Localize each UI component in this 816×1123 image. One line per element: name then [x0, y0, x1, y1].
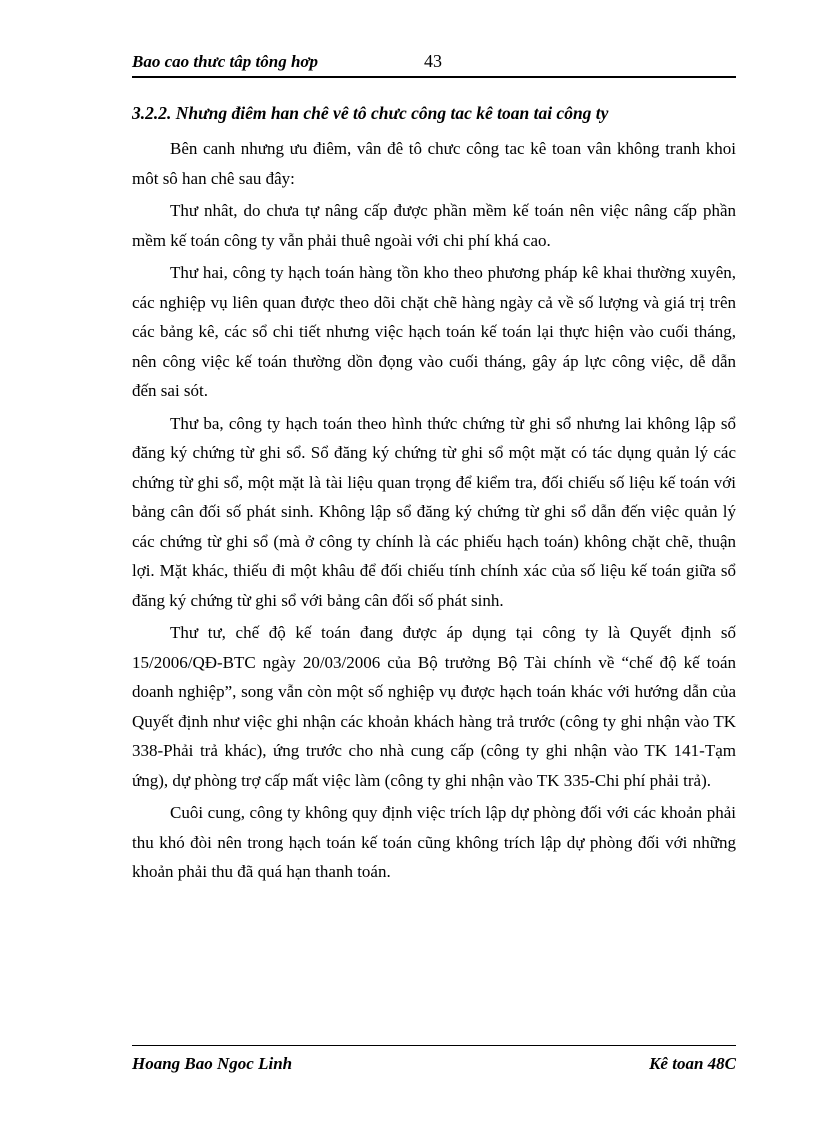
- paragraph-fourth-point: Thư tư, chế độ kế toán đang được áp dụng tại công ty là Quyết định số 15/2006/QĐ-BTC ngày 20/03/2006 của Bộ trưởng Bộ Tài chính về “chế độ kế toán doanh nghiệp”, song vẫn còn một số nghiệp vụ được hạch toán khác với hướng dẫn của Quyết định như việc ghi nhận các khoản khách hàng trả trước (công ty ghi nhận vào TK 338-Phải trả khác), ứng trước cho nhà cung cấp (công ty ghi nhận vào TK 141-Tạm ứng), dự phòng trợ cấp mất việc làm (công ty ghi nhận vào TK 335-Chi phí phải trả).: [132, 623, 736, 790]
- page-footer: [132, 1045, 736, 1076]
- body-text: [132, 134, 736, 887]
- page-number: 43: [424, 51, 442, 71]
- page-header: [132, 50, 736, 78]
- section-heading: 3.2.2. Nhưng điêm han chê vê tô chưc công tac kê toan tai công ty: [132, 103, 609, 123]
- header-title: Bao cao thưc tâp tông hơp: [132, 52, 319, 71]
- paragraph-first-point: Thư nhât, do chưa tự nâng cấp được phần mềm kế toán nên việc nâng cấp phần mềm kế toán công ty vẫn phải thuê ngoài với chi phí khá cao.: [132, 201, 736, 250]
- paragraph-final-point: Cuôi cung, công ty không quy định việc trích lập dự phòng đối với các khoản phải thu khó đòi nên trong hạch toán kế toán cũng không trích lập dự phòng đối với những khoản phải thu đã quá hạn thanh toán.: [132, 803, 736, 881]
- paragraph-third-point: Thư ba, công ty hạch toán theo hình thức chứng từ ghi sổ nhưng lai không lập sổ đăng ký chứng từ ghi sổ. Sổ đăng ký chứng từ ghi sổ một mặt có tác dụng quản lý các chứng từ ghi sổ, một mặt là tài liệu quan trọng để kiểm tra, đối chiếu số liệu kế toán với bảng cân đối số phát sinh. Không lập sổ đăng ký chứng từ ghi sổ dẫn đến việc quản lý các chứng từ ghi sổ (mà ở công ty chính là các phiếu hạch toán) không chặt chẽ, thuận lợi. Mặt khác, thiếu đi một khâu để đối chiếu tính chính xác của số liệu kế toán giữa sổ đăng ký chứng từ ghi sổ với bảng cân đối số phát sinh.: [132, 413, 736, 610]
- paragraph-second-point: Thư hai, công ty hạch toán hàng tồn kho theo phương pháp kê khai thường xuyên, các nghiệp vụ liên quan được theo dõi chặt chẽ hàng ngày cả về số lượng và giá trị trên các bảng kê, các sổ chi tiết nhưng việc hạch toán kế toán lại thực hiện vào cuối tháng, nên công việc kế toán thường dồn đọng vào cuối tháng, gây áp lực công việc, dễ dẫn đến sai sót.: [132, 263, 736, 400]
- paragraph-intro: Bên canh nhưng ưu điêm, vân đê tô chưc công tac kê toan vân không tranh khoi môt sô han chê sau đây:: [132, 139, 736, 188]
- footer-class-name: Kê toan 48C: [649, 1054, 736, 1073]
- footer-author: Hoang Bao Ngoc Linh: [132, 1054, 293, 1073]
